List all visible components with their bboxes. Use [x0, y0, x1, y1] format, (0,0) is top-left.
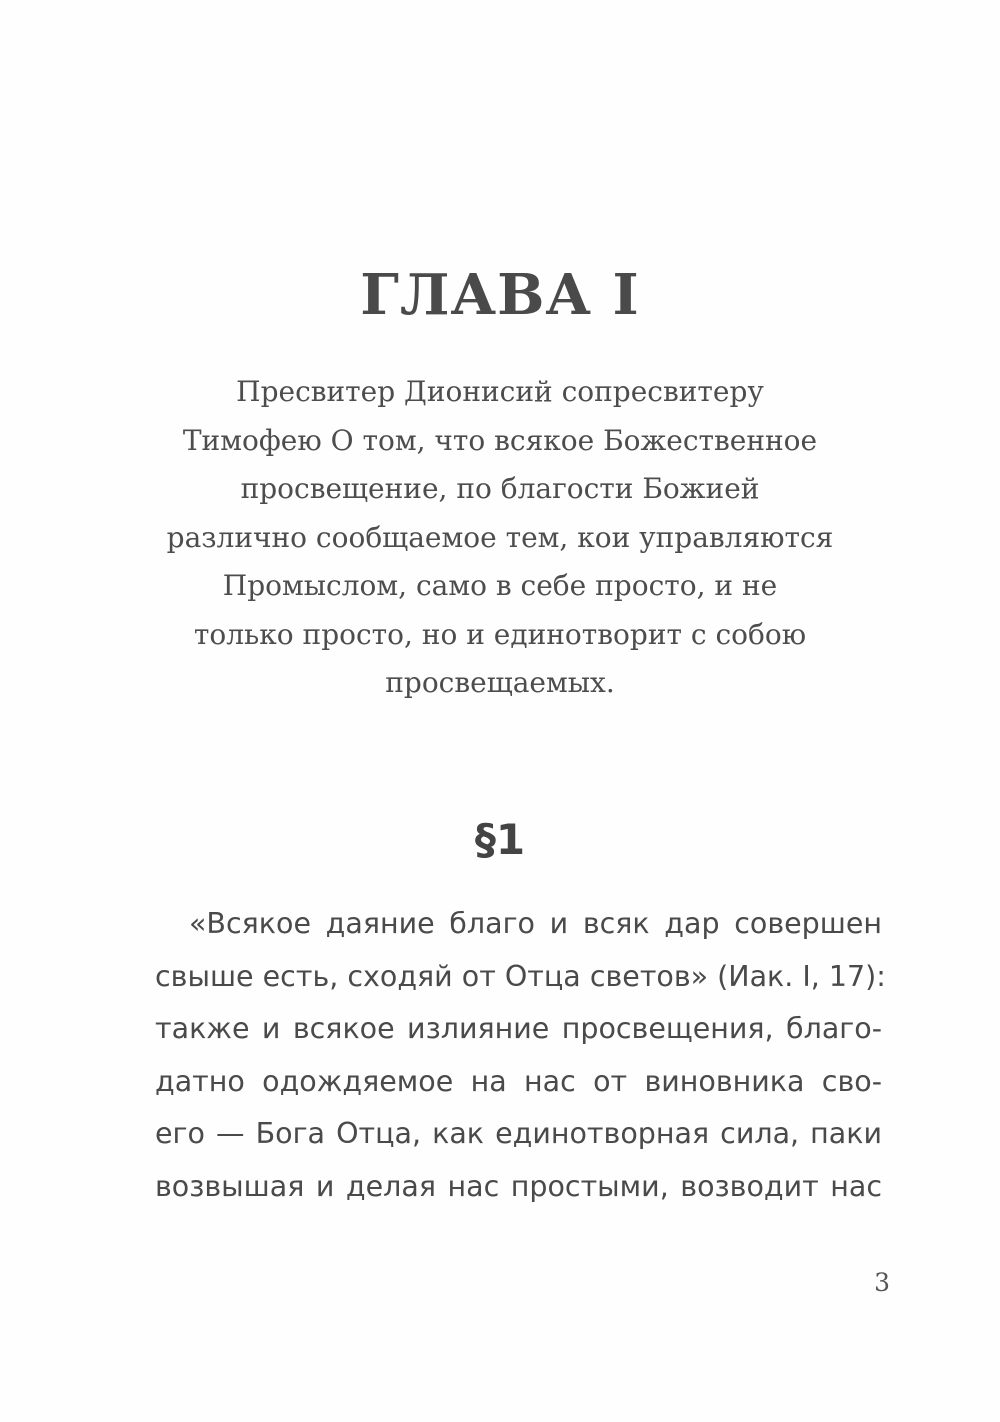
paragraph-line: его — Бога Отца, как единотворная сила, паки	[155, 1117, 882, 1150]
chapter-title: ГЛАВА I	[360, 262, 640, 328]
paragraph-line: «Всякое даяние благо и всяк дар совершен	[189, 907, 882, 940]
section-paragraph	[155, 898, 886, 1213]
chapter-subtitle	[0, 368, 1000, 708]
subtitle-line: Пресвитер Дионисий сопресвитеру	[236, 375, 764, 408]
paragraph-line: также и всякое излияние просвещения, благо-	[155, 1012, 882, 1045]
page-number: 3	[874, 1268, 890, 1297]
subtitle-line: Тимофею О том, что всякое Божественное	[182, 423, 818, 457]
subtitle-line: просвещение, по благости Божией	[240, 472, 760, 505]
paragraph-line: возвышая и делая нас простыми, возводит нас	[155, 1169, 882, 1203]
subtitle-line: различно сообщаемое тем, кои управляются	[166, 520, 834, 554]
subtitle-line: только просто, но и единотворит с собою	[193, 617, 807, 651]
subtitle-line: просвещаемых.	[385, 666, 615, 699]
paragraph-line: свыше есть, сходяй от Отца светов» (Иак. I, 17):	[155, 959, 886, 993]
subtitle-line: Промыслом, само в себе просто, и не	[222, 569, 778, 602]
paragraph-line: датно одождяемое на нас от виновника сво-	[155, 1064, 882, 1098]
section-heading: §1	[474, 815, 526, 864]
